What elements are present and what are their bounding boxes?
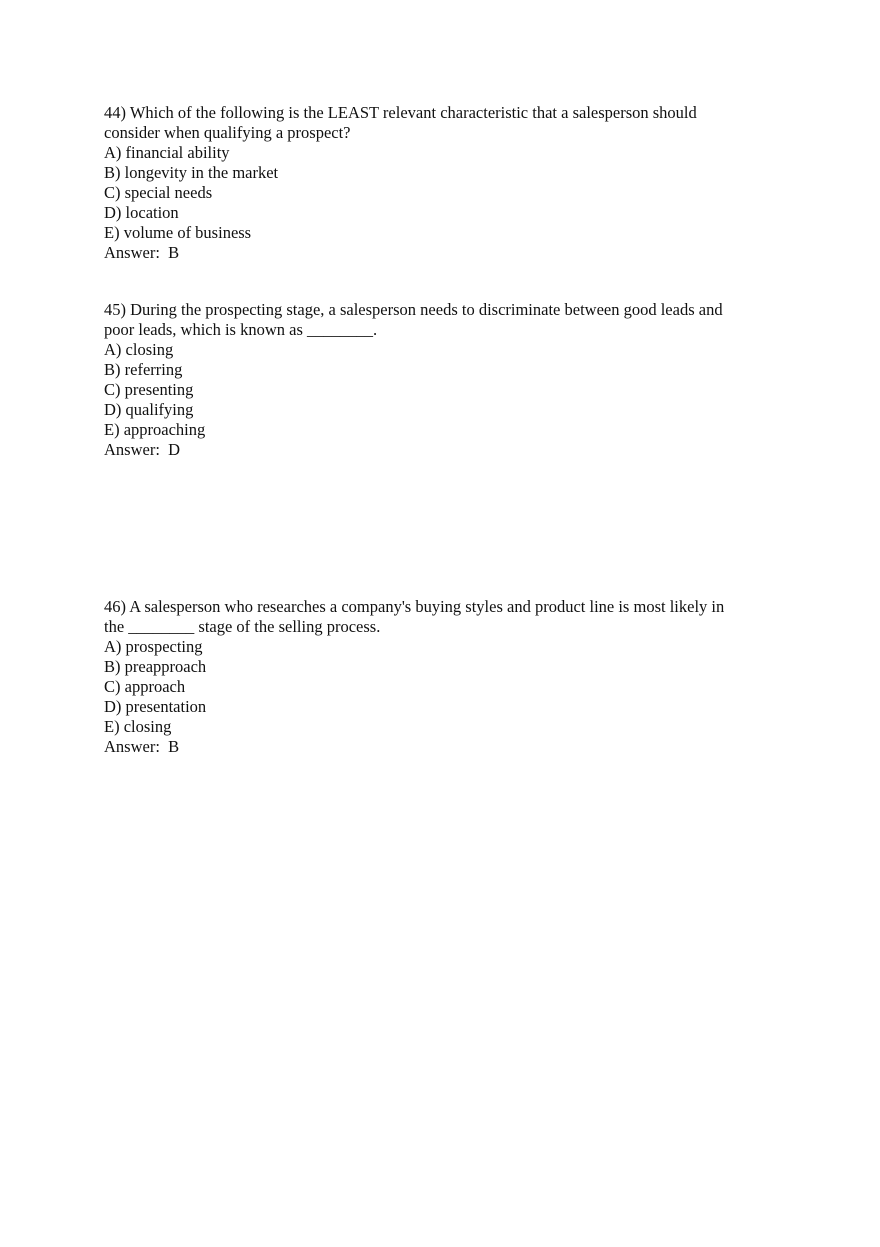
answer-line: Answer: D bbox=[104, 440, 181, 459]
option-b: B) preapproach bbox=[104, 657, 207, 676]
option-c: C) presenting bbox=[104, 380, 194, 399]
option-a: A) closing bbox=[104, 340, 174, 359]
option-d: D) presentation bbox=[104, 697, 207, 716]
question-44 bbox=[104, 103, 774, 263]
option-a: A) prospecting bbox=[104, 637, 203, 656]
option-e: E) volume of business bbox=[104, 223, 252, 242]
option-c: C) approach bbox=[104, 677, 186, 696]
option-e: E) approaching bbox=[104, 420, 206, 439]
option-d: D) location bbox=[104, 203, 179, 222]
answer-line: Answer: B bbox=[104, 243, 180, 262]
question-45 bbox=[104, 300, 774, 460]
question-stem bbox=[104, 103, 774, 143]
question-stem-line: 46) A salesperson who researches a company's buying styles and product line is most likely in bbox=[104, 597, 725, 616]
question-46 bbox=[104, 597, 774, 757]
option-b: B) referring bbox=[104, 360, 183, 379]
question-stem-line: 44) Which of the following is the LEAST relevant characteristic that a salesperson should bbox=[104, 103, 697, 122]
option-c: C) special needs bbox=[104, 183, 213, 202]
question-stem-line: 45) During the prospecting stage, a salesperson needs to discriminate between good leads and bbox=[104, 300, 723, 319]
option-a: A) financial ability bbox=[104, 143, 230, 162]
question-stem bbox=[104, 597, 774, 637]
question-stem bbox=[104, 300, 774, 340]
option-b: B) longevity in the market bbox=[104, 163, 279, 182]
option-d: D) qualifying bbox=[104, 400, 194, 419]
question-stem-line: poor leads, which is known as ________. bbox=[104, 320, 378, 339]
answer-line: Answer: B bbox=[104, 737, 180, 756]
question-stem-line: the ________ stage of the selling process. bbox=[104, 617, 381, 636]
question-stem-line: consider when qualifying a prospect? bbox=[104, 123, 351, 142]
option-e: E) closing bbox=[104, 717, 172, 736]
